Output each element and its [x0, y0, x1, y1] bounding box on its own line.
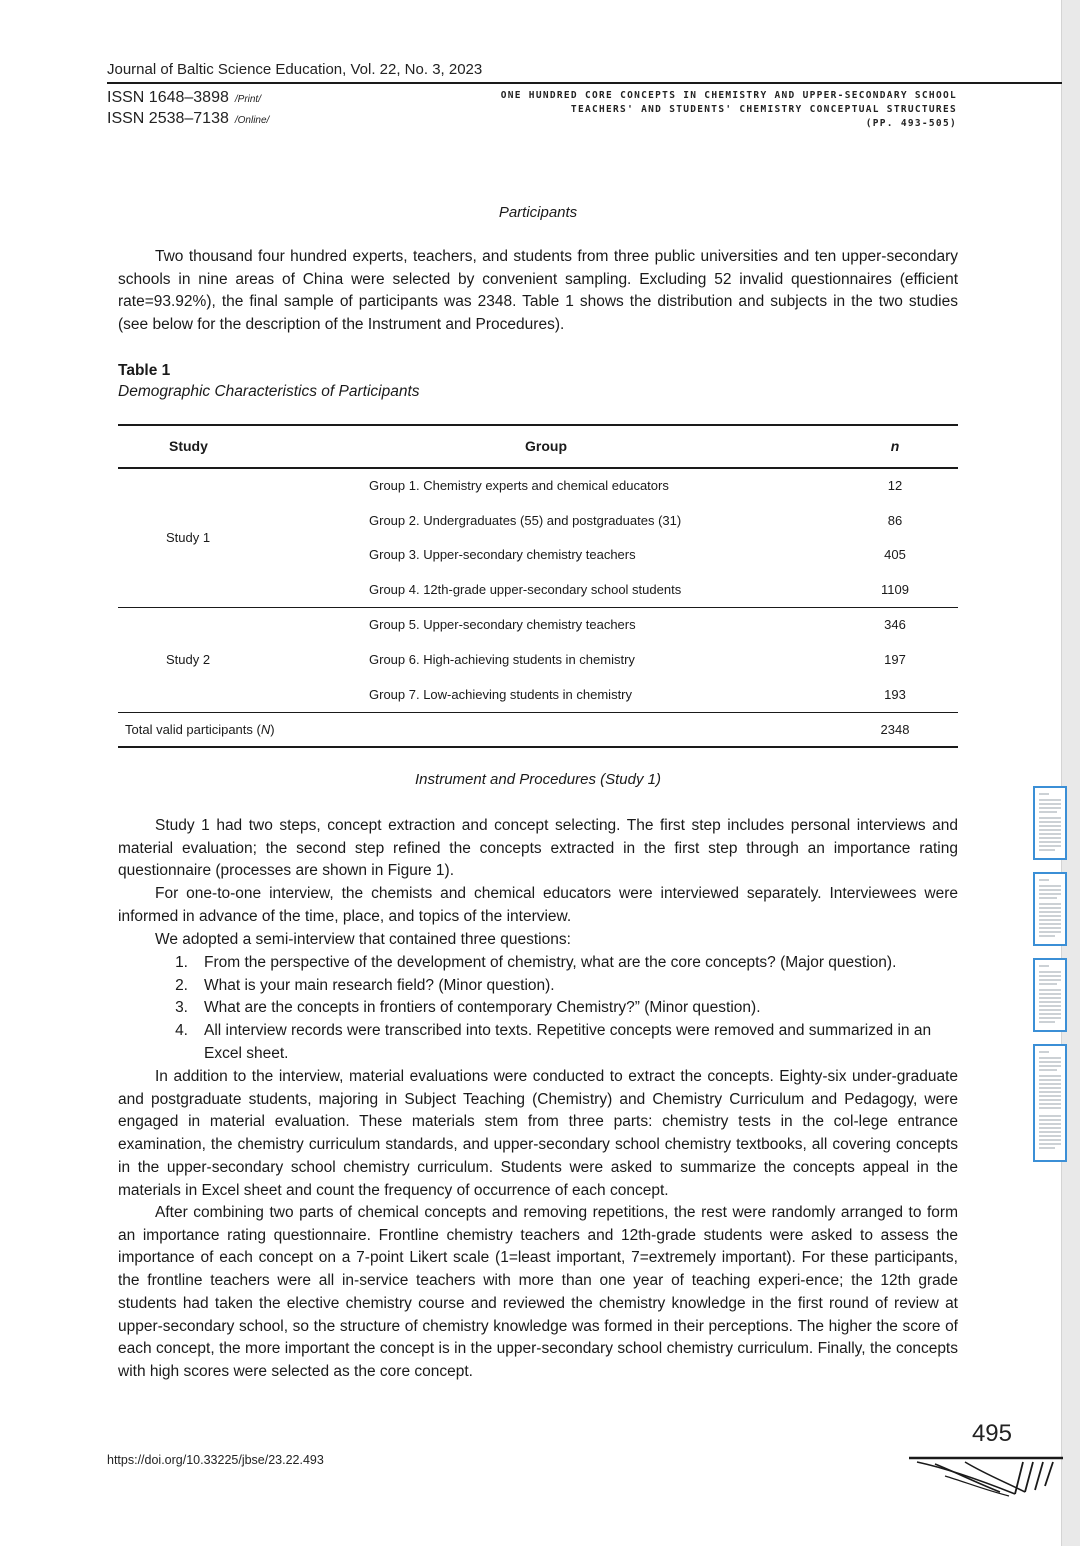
running-head-line: TEACHERS' AND STUDENTS' CHEMISTRY CONCEPTUAL STRUCTURES: [570, 104, 957, 115]
running-head: [337, 89, 957, 131]
list-item-text: All interview records were transcribed into texts. Repetitive concepts were removed and summarized in an Excel sheet.: [204, 1022, 932, 1062]
list-item-number: 2.: [175, 976, 188, 994]
issn-print-tag: /Print/: [234, 94, 261, 105]
table-section-rule: [118, 607, 958, 608]
table-top-rule: [118, 424, 958, 426]
table-header-study: Study: [169, 438, 208, 454]
paragraph-study1: Study 1 had two steps, concept extraction and concept selecting. The first step includes personal interviews and material evaluation; the second step refined the concepts extracted in the first step through an importance rating questionnaire (processes are shown in Figure 1).: [118, 817, 958, 880]
table-row-n: 12: [887, 478, 903, 493]
table-row-group: Group 3. Upper-secondary chemistry teachers: [369, 547, 636, 562]
page-thumbnail-icon[interactable]: [1033, 1044, 1067, 1162]
paragraph-interview: For one-to-one interview, the chemists and chemical educators were interviewed separately. Interviewees were informed in advance of the time, place, and topics of the interview.: [118, 885, 958, 925]
header-rule: [107, 82, 1062, 84]
paragraph-semi-interview: We adopted a semi-interview that contained three questions:: [155, 931, 571, 948]
paragraph-participants: Two thousand four hundred experts, teachers, and students from three public universities and ten upper-secondary schools in nine areas of China were selected by convenient sampling. Excluding 52 invalid questionnaires (efficient rate=93.92%), the final sample of participants was 2348. Table 1 shows the distribution and subjects in the two studies (see below for the description of the Instrument and Procedures).: [118, 248, 958, 334]
list-item-number: 1.: [175, 954, 188, 971]
list-item: [168, 997, 958, 1020]
table-total-label: [125, 722, 275, 737]
table-bottom-rule: [118, 746, 958, 748]
running-head-line: ONE HUNDRED CORE CONCEPTS IN CHEMISTRY AND UPPER-SECONDARY SCHOOL: [500, 90, 957, 101]
section-heading-instrument: Instrument and Procedures (Study 1): [415, 771, 661, 788]
table-row-group: Group 7. Low-achieving students in chemistry: [369, 687, 633, 702]
issn-online-number: ISSN 2538–7138: [107, 110, 229, 127]
page-thumbnail-icon[interactable]: [1033, 872, 1067, 946]
list-item-text: From the perspective of the development of chemistry, what are the core concepts? (Major question).: [204, 954, 897, 971]
journal-title: Journal of Baltic Science Education, Vol. 22, No. 3, 2023: [107, 61, 483, 78]
issn-online: [107, 110, 269, 128]
table-header-group: Group: [525, 438, 567, 454]
paragraph-questionnaire: After combining two parts of chemical concepts and removing repetitions, the rest were randomly arranged to form an importance rating questionnaire. Frontline chemistry teachers and 12th-grade students were asked to assess the importance of each concept on a 7-point Likert scale (1=least important, 7=extremely important). For these participants, the frontline teachers were all in-service teachers with more than one year of teaching experi-ence; the 12th grade students had taken the elective chemistry course and reviewed the chemistry knowledge in the first round of review at upper-secondary school, so the structure of chemistry knowledge was formed in their perceptions. The higher the score of each concept, the more important the concept is in the upper-secondary school chemistry curriculum. Finally, the concepts with high scores were selected as the core concept.: [118, 1204, 958, 1380]
page-thumbnail-icon[interactable]: [1033, 786, 1067, 860]
table-row-group: Group 2. Undergraduates (55) and postgraduates (31): [369, 513, 682, 528]
table-row-group: Group 1. Chemistry experts and chemical educators: [369, 478, 669, 493]
table-header-rule: [118, 467, 958, 469]
table-row-group: Group 4. 12th-grade upper-secondary school students: [369, 582, 682, 597]
running-head-pages: (PP. 493-505): [865, 118, 957, 129]
table-total-label-prefix: Total valid participants (: [125, 722, 261, 737]
feather-logo-icon: [905, 1452, 1065, 1505]
list-item-number: 3.: [175, 999, 188, 1017]
table-row-group: Group 6. High-achieving students in chemistry: [369, 652, 635, 667]
table-row-n: 193: [884, 687, 906, 702]
table-row-n: 1109: [881, 582, 909, 597]
list-item: [168, 975, 958, 998]
table-study-label: Study 2: [166, 652, 211, 667]
table-total-rule: [118, 712, 958, 713]
table-label: Table 1: [118, 362, 171, 379]
paragraph-material-evaluation: In addition to the interview, material evaluations were conducted to extract the concepts. Eighty-six under-graduate and postgraduate students, majoring in Subject Teaching (Chemistry) and Chemistry Curriculum and Pedagogy, were engaged in material evaluation. These materials stem from three parts: chemistry tests in the col-lege entrance examination, the chemistry curriculum standards, and upper-secondary school chemistry textbooks, all covering concepts in the upper-secondary school chemistry curriculum. Students were asked to summarize the concepts appeal in the materials in Excel sheet and count the frequency of occurrence of each concept.: [118, 1068, 958, 1199]
table-row-n: 346: [884, 617, 906, 632]
interview-questions-list: [168, 952, 958, 1066]
issn-print-number: ISSN 1648–3898: [107, 89, 229, 106]
issn-print: [107, 89, 261, 107]
list-item-text: What is your main research field? (Minor question).: [204, 976, 555, 994]
section-heading-participants: Participants: [498, 204, 578, 221]
list-item: [168, 952, 958, 975]
page-number: 495: [971, 1420, 1012, 1447]
table-total-label-variable: N: [260, 722, 271, 737]
page-thumbnail-icon[interactable]: [1033, 958, 1067, 1032]
issn-online-tag: /Online/: [234, 115, 270, 126]
list-item-number: 4.: [175, 1022, 188, 1040]
table-row-n: 405: [884, 547, 906, 562]
scrollbar-track[interactable]: [1061, 0, 1080, 1546]
list-item: [168, 1020, 958, 1065]
doi-link[interactable]: https://doi.org/10.33225/jbse/23.22.493: [107, 1453, 324, 1467]
table-header-n: n: [890, 438, 900, 454]
table-row-n: 86: [887, 513, 903, 528]
table-caption: Demographic Characteristics of Participants: [118, 383, 420, 400]
table-row-n: 197: [884, 652, 906, 667]
table-row-group: Group 5. Upper-secondary chemistry teachers: [369, 617, 636, 632]
table-total-n: 2348: [880, 722, 910, 737]
list-item-text: What are the concepts in frontiers of contemporary Chemistry?” (Minor question).: [204, 999, 761, 1017]
table-total-label-suffix: ): [270, 722, 275, 737]
table-study-label: Study 1: [166, 530, 211, 545]
